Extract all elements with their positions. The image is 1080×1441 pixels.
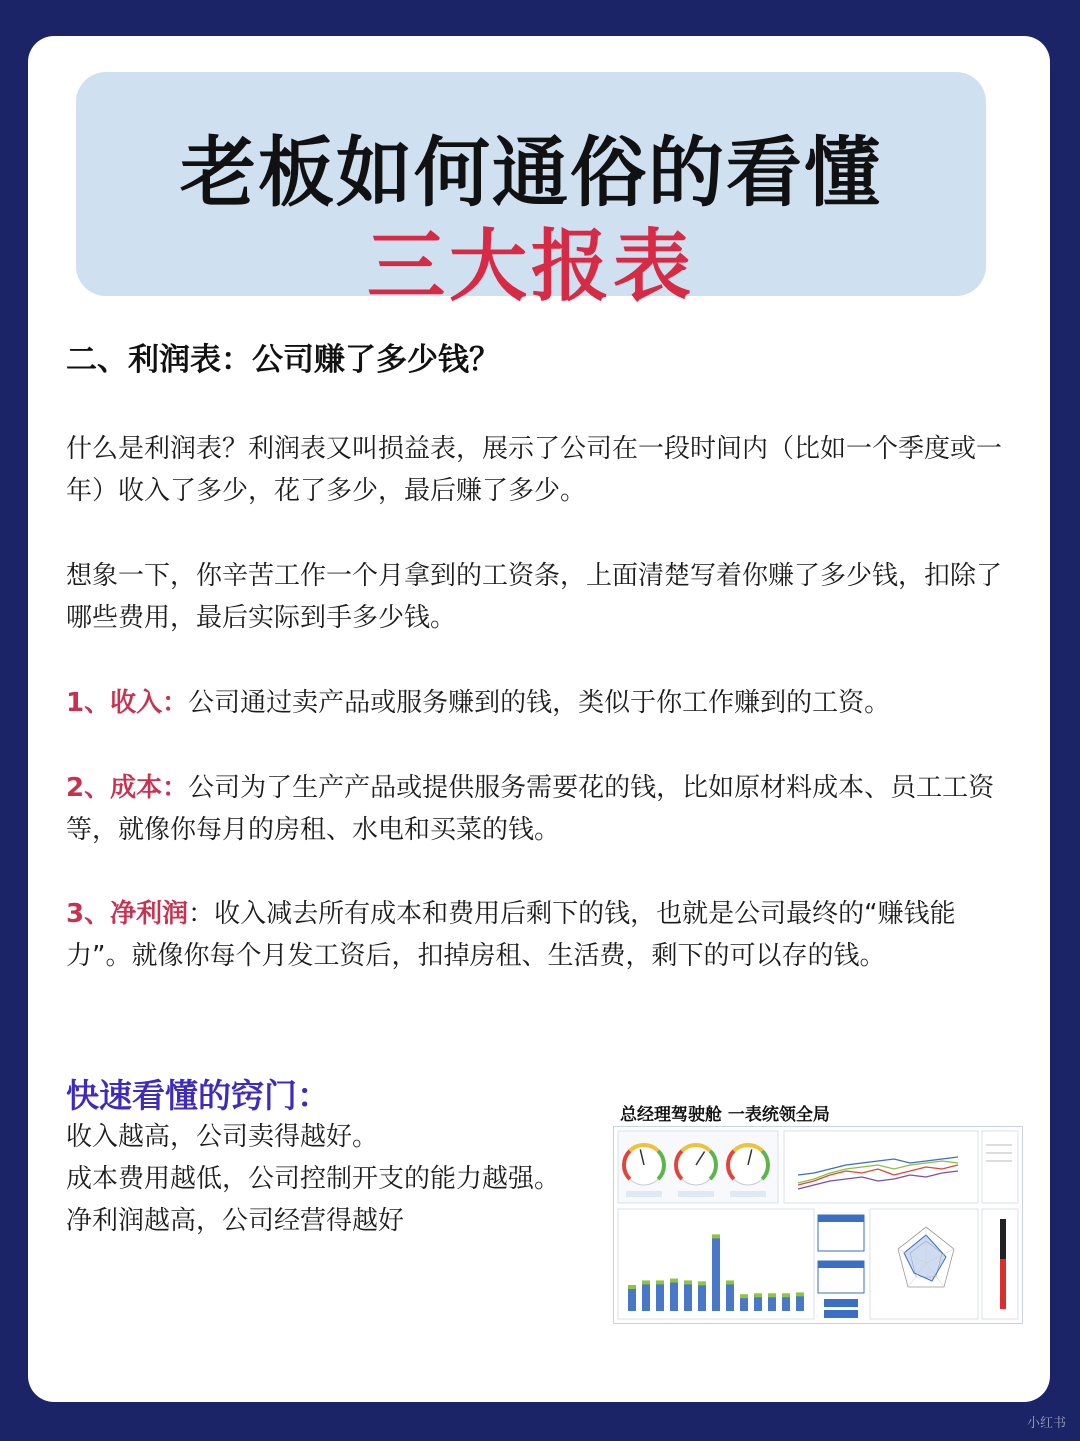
bar-cap bbox=[726, 1280, 734, 1284]
bar-cap bbox=[684, 1280, 692, 1284]
bar-cap bbox=[740, 1294, 748, 1298]
dashboard-button bbox=[824, 1310, 858, 1318]
legend-panel bbox=[982, 1131, 1018, 1203]
item-revenue-label: 1、收入： bbox=[66, 688, 189, 718]
bar-cap bbox=[754, 1293, 762, 1297]
bar bbox=[698, 1284, 706, 1311]
gauge-caption bbox=[730, 1191, 766, 1197]
item-revenue-text: 公司通过卖产品或服务赚到的钱，类似于你工作赚到的工资。 bbox=[188, 688, 891, 718]
thermo-top bbox=[1000, 1219, 1006, 1259]
bar-cap bbox=[656, 1280, 664, 1284]
tips-title: 快速看懂的窍门： bbox=[66, 1076, 330, 1115]
dashboard-title: 总经理驾驶舱 一表统领全局 bbox=[620, 1105, 830, 1125]
title-banner bbox=[76, 72, 986, 312]
bar bbox=[768, 1296, 776, 1311]
bar-cap bbox=[796, 1292, 804, 1296]
item-net-profit bbox=[66, 893, 1016, 977]
tip-line: 净利润越高，公司经营得越好 bbox=[66, 1206, 405, 1236]
list-box-header bbox=[818, 1215, 864, 1222]
dashboard-graphic bbox=[614, 1127, 1022, 1323]
bar bbox=[796, 1295, 804, 1311]
list-box-header bbox=[818, 1261, 864, 1268]
paragraph-analogy: 想象一下，你辛苦工作一个月拿到的工资条，上面清楚写着你赚了多少钱，扣除了哪些费用，最后实际到手多少钱。 bbox=[66, 561, 1003, 633]
bar-cap bbox=[782, 1293, 790, 1297]
item-cost-label: 2、成本： bbox=[66, 773, 189, 803]
banner-title: 老板如何通俗的看懂 bbox=[180, 128, 882, 217]
thermo-level bbox=[1000, 1259, 1006, 1309]
item-net-profit-text: ：收入减去所有成本和费用后剩下的钱，也就是公司最终的“赚钱能力”。就像你每个月发工资后，扣掉房租、生活费，剩下的可以存的钱。 bbox=[66, 899, 956, 971]
bar-cap bbox=[712, 1234, 720, 1238]
bar bbox=[726, 1283, 734, 1311]
bar bbox=[628, 1288, 636, 1311]
content-card bbox=[28, 36, 1050, 1402]
tip-line: 收入越高，公司卖得越好。 bbox=[66, 1122, 379, 1152]
bar bbox=[754, 1296, 762, 1311]
bar bbox=[684, 1283, 692, 1311]
dashboard-thumbnail bbox=[613, 1126, 1023, 1324]
banner-subtitle: 三大报表 bbox=[366, 222, 695, 312]
bar bbox=[642, 1283, 650, 1311]
item-net-profit-label: 3、净利润 bbox=[66, 899, 189, 929]
bar bbox=[656, 1283, 664, 1311]
bar-cap bbox=[642, 1280, 650, 1284]
bar bbox=[740, 1297, 748, 1311]
dashboard-button bbox=[824, 1299, 858, 1307]
bar-cap bbox=[628, 1285, 636, 1289]
bar-cap bbox=[670, 1279, 678, 1283]
bar bbox=[782, 1296, 790, 1311]
bar-cap bbox=[768, 1293, 776, 1297]
section-title: 二、利润表：公司赚了多少钱？ bbox=[66, 342, 500, 378]
gauge-caption bbox=[678, 1191, 714, 1197]
tips-list bbox=[66, 1116, 560, 1242]
gauge-caption bbox=[626, 1191, 662, 1197]
item-revenue bbox=[66, 682, 1016, 724]
tip-line: 成本费用越低，公司控制开支的能力越强。 bbox=[66, 1164, 561, 1194]
item-cost bbox=[66, 767, 1016, 851]
bar-cap bbox=[698, 1281, 706, 1285]
paragraph-definition: 什么是利润表？利润表又叫损益表，展示了公司在一段时间内（比如一个季度或一年）收入了多少，花了多少，最后赚了多少。 bbox=[66, 434, 1003, 506]
bar bbox=[670, 1282, 678, 1311]
bar bbox=[712, 1237, 720, 1311]
watermark: 小红书 bbox=[1026, 1416, 1066, 1431]
item-cost-text: 公司为了生产产品或提供服务需要花的钱，比如原材料成本、员工工资等，就像你每月的房租、水电和买菜的钱。 bbox=[66, 773, 995, 845]
